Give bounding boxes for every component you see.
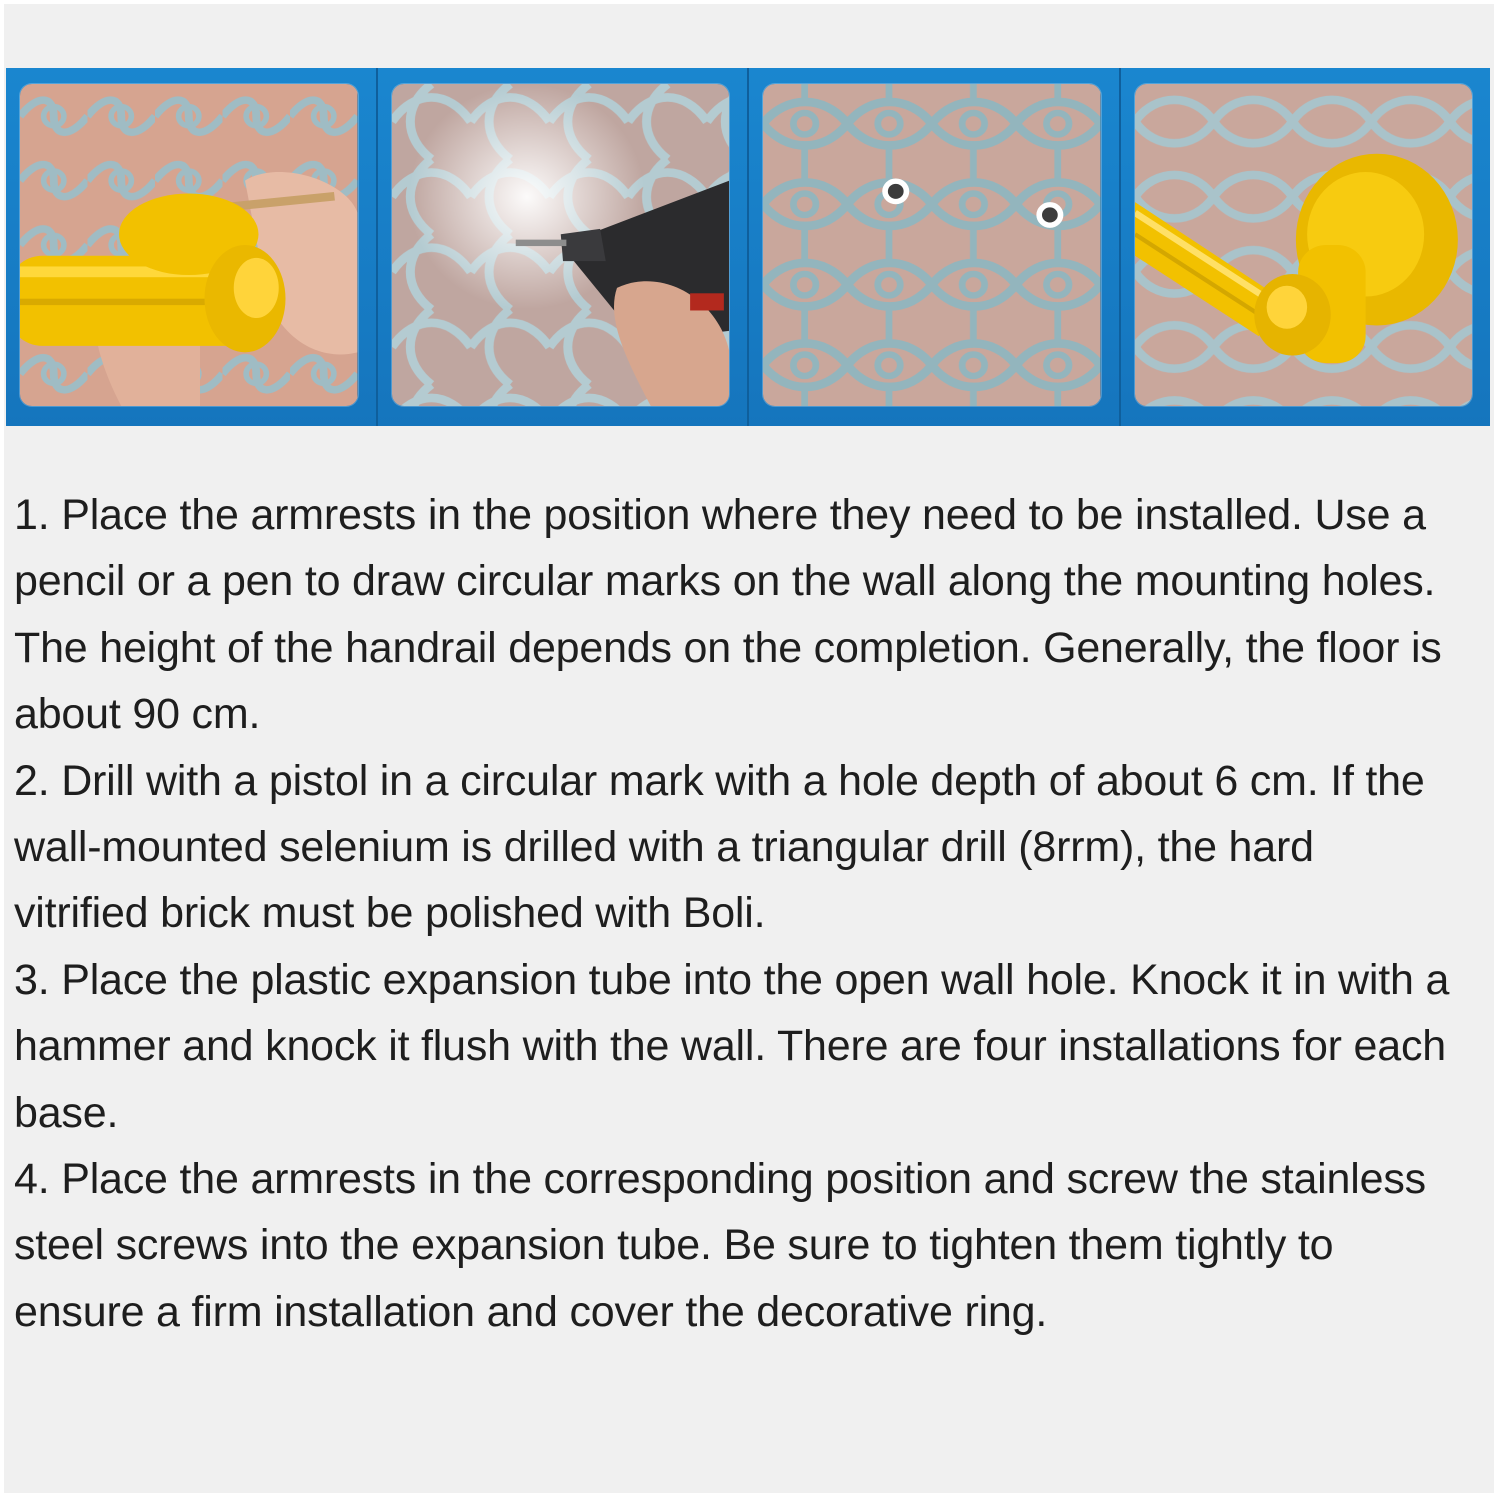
instruction-step-4: 4. Place the armrests in the corresponding position and screw the stainless steel screws into the expansion tube. Be sure to tighten them tightly to ensure a firm installation and cover the decorative ring. xyxy=(14,1155,1426,1336)
photo-panel-step-2 xyxy=(376,68,748,426)
installation-instructions xyxy=(14,482,1454,1345)
product-description-page xyxy=(4,4,1494,1493)
instruction-step-1: 1. Place the armrests in the position where they need to be installed. Use a pencil or a pen to draw circular marks on the wall along the mounting holes. The height of the handrail depends on the completion. Generally, the floor is about 90 cm. xyxy=(14,491,1442,739)
photo-panel-step-1 xyxy=(6,68,376,426)
instruction-step-2: 2. Drill with a pistol in a circular mark with a hole depth of about 6 cm. If the wall-mounted selenium is drilled with a triangular drill (8rrm), the hard vitrified brick must be polished with Boli. xyxy=(14,756,1425,938)
installed-armrest-photo xyxy=(1135,84,1473,406)
marking-mount-holes-photo xyxy=(20,84,358,406)
instruction-step-3: 3. Place the plastic expansion tube into the open wall hole. Knock it in with a hammer and knock it flush with the wall. There are four installations for each base. xyxy=(14,955,1450,1137)
drilled-holes-photo xyxy=(763,84,1101,406)
installation-photo-strip xyxy=(6,68,1490,426)
drilling-wall-photo xyxy=(392,84,730,406)
photo-panel-step-3 xyxy=(747,68,1119,426)
photo-panel-step-4 xyxy=(1119,68,1491,426)
